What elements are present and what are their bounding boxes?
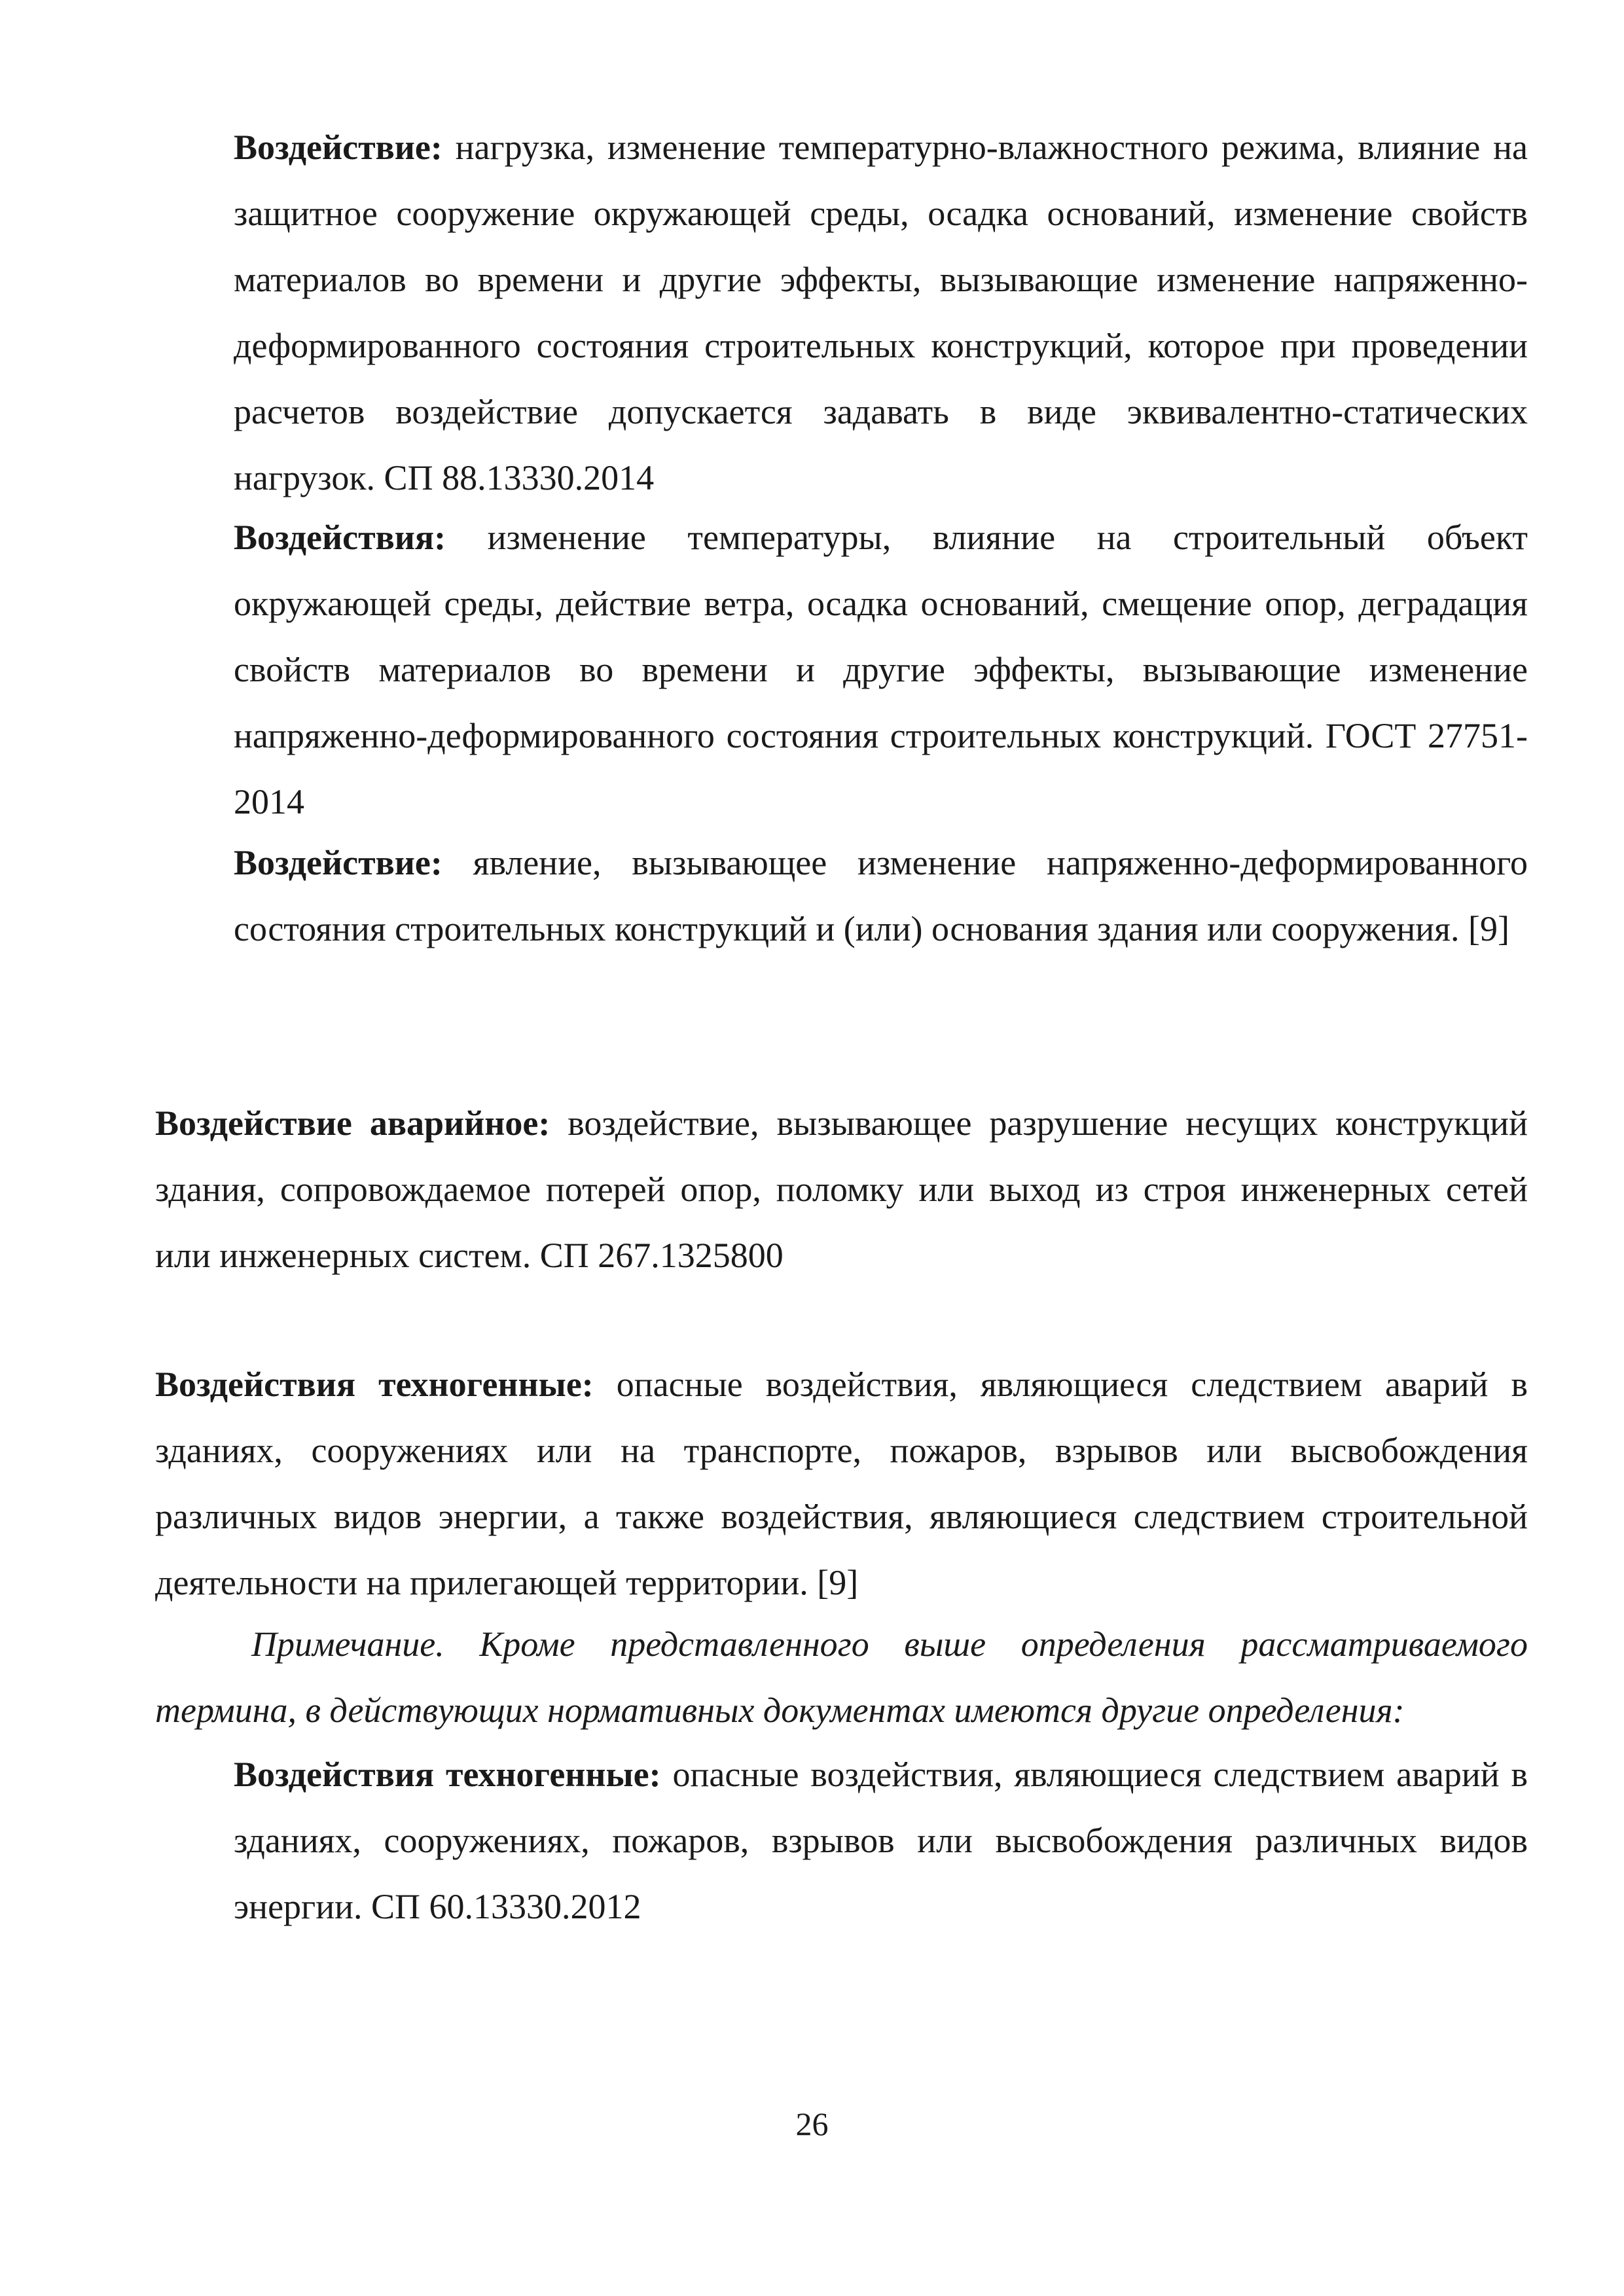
page-number: 26 [795, 2106, 829, 2142]
note-paragraph [155, 1611, 1528, 1744]
definition-text: явление, вызывающее изменение напряженно-деформированного состояния строительных конструкций и (или) основания здания или сооружения. [9] [234, 843, 1528, 948]
definition-paragraph [234, 830, 1528, 962]
note-text: Примечание. Кроме представленного выше определения рассматриваемого термина, в действующих нормативных документах имеются другие определения: [155, 1624, 1528, 1730]
definition-term: Воздействия: [234, 518, 446, 557]
definition-text: воздействие, вызывающее разрушение несущих конструкций здания, сопровождаемое потерей опор, поломку или выход из строя инженерных сетей или инженерных систем. СП 267.1325800 [155, 1103, 1528, 1275]
definition-text: опасные воздействия, являющиеся следствием аварий в зданиях, сооружениях или на транспорте, пожаров, взрывов или высвобождения различных видов энергии, а также воздействия, являющиеся следствием строительной деятельности на прилегающей территории. [9] [155, 1365, 1528, 1602]
definition-paragraph [155, 1352, 1528, 1616]
definition-paragraph [155, 1090, 1528, 1289]
definition-term: Воздействия техногенные: [155, 1365, 594, 1404]
definition-text: нагрузка, изменение температурно-влажностного режима, влияние на защитное сооружение окружающей среды, осадка оснований, изменение свойств материалов во времени и другие эффекты, вызывающие изменение напряженно-деформированного состояния строительных конструкций, которое при проведении расчетов воздействие допускается задавать в виде эквивалентно-статических нагрузок. СП 88.13330.2014 [234, 128, 1528, 497]
definition-paragraph [234, 115, 1528, 511]
definition-text: изменение температуры, влияние на строительный объект окружающей среды, действие ветра, осадка оснований, смещение опор, деградация свойств материалов во времени и другие эффекты, вызывающие изменение напряженно-деформированного состояния строительных конструкций. ГОСТ 27751-2014 [234, 518, 1528, 821]
definition-term: Воздействия техногенные: [234, 1755, 661, 1794]
definition-term: Воздействие аварийное: [155, 1103, 550, 1143]
definition-term: Воздействие: [234, 128, 442, 167]
definition-text: опасные воздействия, являющиеся следствием аварий в зданиях, сооружениях, пожаров, взрывов или высвобождения различных видов энергии. СП 60.13330.2012 [234, 1755, 1528, 1926]
definition-term: Воздействие: [234, 843, 442, 882]
definition-paragraph [234, 1742, 1528, 1940]
definition-paragraph [234, 505, 1528, 835]
